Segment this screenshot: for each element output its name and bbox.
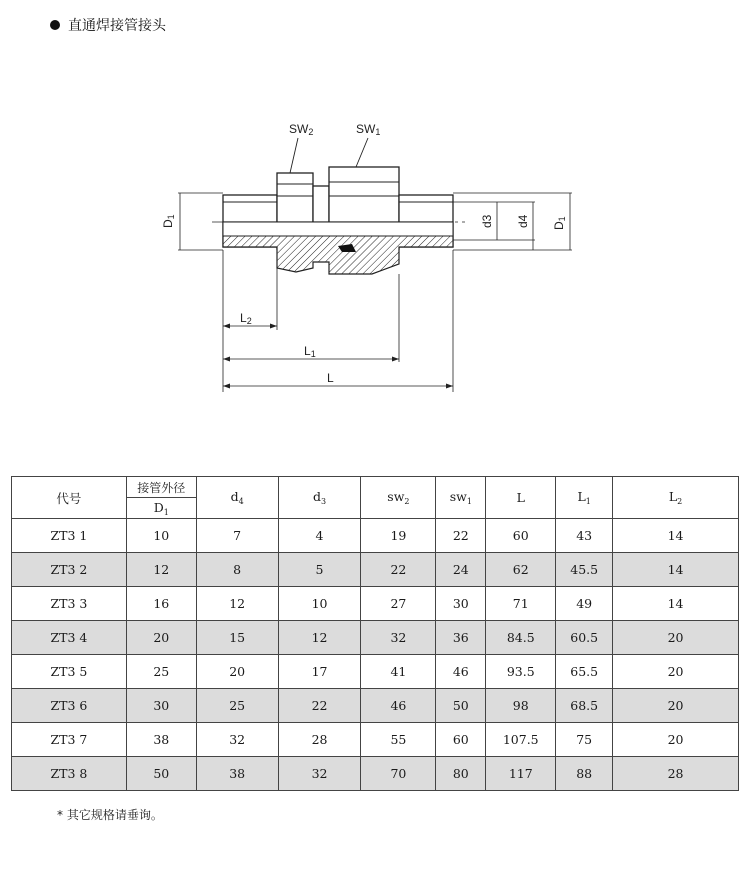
- cell-d4: 38: [196, 757, 278, 791]
- cell-l2: 20: [613, 723, 739, 757]
- cell-l1: 45.5: [556, 553, 613, 587]
- cell-d1: 30: [126, 689, 196, 723]
- l1-label: L1: [304, 344, 316, 359]
- cell-code: ZT3 7: [12, 723, 127, 757]
- cell-l: 84.5: [486, 621, 556, 655]
- cell-sw1: 24: [436, 553, 486, 587]
- table-row: [12, 723, 739, 757]
- cell-sw2: 41: [361, 655, 436, 689]
- cell-l2: 28: [613, 757, 739, 791]
- cell-l: 60: [486, 519, 556, 553]
- header-d4: $d_4$: [196, 477, 278, 519]
- cell-d3: 28: [278, 723, 361, 757]
- sw1-label: SW1: [356, 122, 381, 137]
- header-od-bottom: $D_1$: [126, 498, 196, 519]
- cell-l2: 20: [613, 621, 739, 655]
- cell-d4: 8: [196, 553, 278, 587]
- cell-code: ZT3 6: [12, 689, 127, 723]
- cell-l2: 14: [613, 553, 739, 587]
- cell-sw2: 19: [361, 519, 436, 553]
- header-od-top: 接管外径: [126, 477, 196, 498]
- cell-d1: 50: [126, 757, 196, 791]
- cell-l: 93.5: [486, 655, 556, 689]
- cell-d3: 10: [278, 587, 361, 621]
- cell-l: 117: [486, 757, 556, 791]
- cell-sw1: 46: [436, 655, 486, 689]
- spec-table: [11, 476, 739, 791]
- cell-l: 62: [486, 553, 556, 587]
- table-row: [12, 553, 739, 587]
- cell-sw2: 55: [361, 723, 436, 757]
- cell-code: ZT3 3: [12, 587, 127, 621]
- cell-l: 71: [486, 587, 556, 621]
- cell-l2: 14: [613, 519, 739, 553]
- table-row: [12, 587, 739, 621]
- cell-l1: 65.5: [556, 655, 613, 689]
- cell-d4: 12: [196, 587, 278, 621]
- header-code: 代号: [12, 477, 127, 519]
- l2-label: L2: [240, 311, 252, 326]
- cell-sw2: 27: [361, 587, 436, 621]
- cell-sw1: 22: [436, 519, 486, 553]
- cell-d1: 10: [126, 519, 196, 553]
- cell-d4: 20: [196, 655, 278, 689]
- header-sw1: $sw_1$: [436, 477, 486, 519]
- cell-sw1: 36: [436, 621, 486, 655]
- table-row: [12, 621, 739, 655]
- cell-code: ZT3 1: [12, 519, 127, 553]
- cell-d1: 38: [126, 723, 196, 757]
- cell-l1: 60.5: [556, 621, 613, 655]
- cell-sw2: 70: [361, 757, 436, 791]
- cell-sw1: 30: [436, 587, 486, 621]
- cell-d3: 5: [278, 553, 361, 587]
- table-row: [12, 757, 739, 791]
- cell-d3: 12: [278, 621, 361, 655]
- cell-code: ZT3 8: [12, 757, 127, 791]
- cell-l1: 43: [556, 519, 613, 553]
- header-sw2: $sw_2$: [361, 477, 436, 519]
- cell-sw1: 60: [436, 723, 486, 757]
- cell-d1: 16: [126, 587, 196, 621]
- table-row: [12, 689, 739, 723]
- cell-l2: 20: [613, 689, 739, 723]
- table-row: [12, 519, 739, 553]
- cell-sw2: 46: [361, 689, 436, 723]
- d1-left-label: D1: [161, 214, 176, 228]
- cell-d4: 7: [196, 519, 278, 553]
- page-title: 直通焊接管接头: [68, 18, 166, 34]
- cell-d1: 25: [126, 655, 196, 689]
- cell-l2: 20: [613, 655, 739, 689]
- cell-l: 107.5: [486, 723, 556, 757]
- header-l1: $L_1$: [556, 477, 613, 519]
- table-row: [12, 655, 739, 689]
- cell-l1: 75: [556, 723, 613, 757]
- cell-d4: 25: [196, 689, 278, 723]
- cell-l1: 68.5: [556, 689, 613, 723]
- cell-l2: 14: [613, 587, 739, 621]
- cell-d4: 32: [196, 723, 278, 757]
- cell-d3: 32: [278, 757, 361, 791]
- cell-l: 98: [486, 689, 556, 723]
- cell-sw1: 50: [436, 689, 486, 723]
- cell-sw1: 80: [436, 757, 486, 791]
- cell-sw2: 22: [361, 553, 436, 587]
- cell-sw2: 32: [361, 621, 436, 655]
- cell-d1: 20: [126, 621, 196, 655]
- header-l2: $L_2$: [613, 477, 739, 519]
- header-l: L: [486, 477, 556, 519]
- cell-code: ZT3 5: [12, 655, 127, 689]
- footnote: * 其它规格请垂询。: [57, 808, 163, 822]
- cell-d3: 17: [278, 655, 361, 689]
- spec-table-body: [12, 519, 739, 791]
- l-label: L: [327, 371, 334, 385]
- cell-code: ZT3 4: [12, 621, 127, 655]
- cell-l1: 88: [556, 757, 613, 791]
- cell-d1: 12: [126, 553, 196, 587]
- header-d3: $d_3$: [278, 477, 361, 519]
- cell-d3: 4: [278, 519, 361, 553]
- cell-d4: 15: [196, 621, 278, 655]
- cell-l1: 49: [556, 587, 613, 621]
- cell-code: ZT3 2: [12, 553, 127, 587]
- cell-d3: 22: [278, 689, 361, 723]
- d4-label: d4: [516, 214, 530, 228]
- d3-label: d3: [480, 214, 494, 228]
- sw2-label: SW2: [289, 122, 314, 137]
- d1-right-label: D1: [552, 216, 567, 230]
